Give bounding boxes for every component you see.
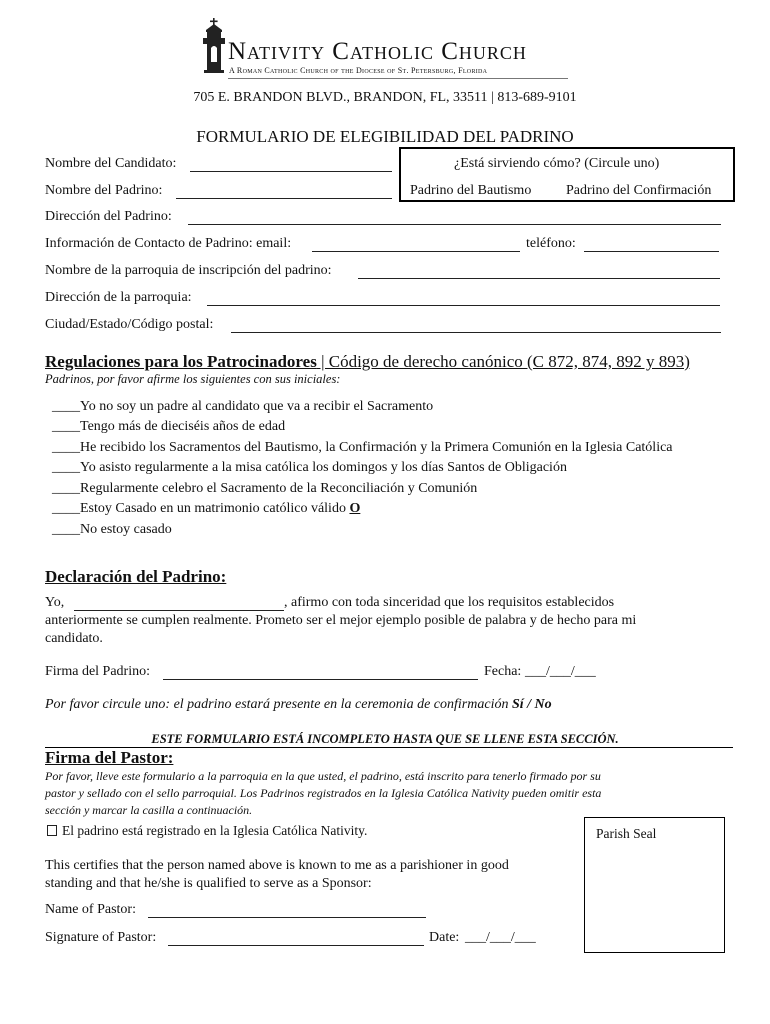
- pastor-name-field[interactable]: [148, 917, 426, 918]
- church-name: Nativity Catholic Church: [228, 38, 527, 65]
- candidate-name-field[interactable]: [190, 171, 392, 172]
- header-divider: [228, 78, 568, 79]
- city-state-zip-field[interactable]: [231, 332, 721, 333]
- declaration-line1: , afirmo con toda sinceridad que los requisitos establecidos: [284, 595, 615, 610]
- attendance-question: Por favor circule uno: el padrino estará presente en la ceremonia de confirmación Sí / No: [45, 697, 552, 712]
- attendance-options[interactable]: Sí / No: [511, 697, 552, 712]
- parish-address-field[interactable]: [207, 305, 720, 306]
- pastor-signature-field[interactable]: [168, 945, 424, 946]
- contact-email-field[interactable]: [312, 251, 520, 252]
- pastor-date-field[interactable]: ___/___/___: [465, 930, 536, 945]
- parish-seal-label: Parish Seal: [596, 826, 657, 841]
- pastor-signature-label: Signature of Pastor:: [45, 930, 157, 945]
- pastor-date-label: Date:: [429, 930, 460, 945]
- pastor-instructions-2: pastor y sellado con el sello parroquial. Los Padrinos registrados en la Iglesia Católica Nativity pueden omitir esta: [45, 786, 602, 800]
- pastor-instructions-1: Por favor, lleve este formulario a la parroquia en la que usted, el padrino, está inscrito para tenerlo firmado por su: [45, 769, 601, 783]
- role-option-baptism[interactable]: Padrino del Bautismo: [410, 183, 532, 198]
- pastor-name-label: Name of Pastor:: [45, 902, 136, 917]
- role-question: ¿Está sirviendo cómo? (Circule uno): [454, 156, 660, 171]
- sponsor-address-field[interactable]: [188, 224, 721, 225]
- sponsor-date-label: Fecha:: [484, 664, 522, 679]
- sponsor-address-label: Dirección del Padrino:: [45, 209, 172, 224]
- registered-checkbox[interactable]: [47, 825, 57, 836]
- form-title: FORMULARIO DE ELEGIBILIDAD DEL PADRINO: [196, 127, 574, 146]
- parish-address-label: Dirección de la parroquia:: [45, 290, 192, 305]
- sponsor-signature-label: Firma del Padrino:: [45, 664, 150, 679]
- regulation-item[interactable]: ____Regularmente celebro el Sacramento de la Reconciliación y Comunión: [52, 481, 478, 496]
- parish-name-label: Nombre de la parroquia de inscripción del padrino:: [45, 263, 332, 278]
- declaration-line2: anteriormente se cumplen realmente. Prometo ser el mejor ejemplo posible de palabra y de hecho para mi: [45, 613, 637, 628]
- city-state-zip-label: Ciudad/Estado/Código postal:: [45, 317, 214, 332]
- declaration-heading: Declaración del Padrino:: [45, 567, 227, 586]
- pastor-heading: Firma del Pastor:: [45, 748, 174, 767]
- regulations-instruction: Padrinos, por favor afirme los siguientes con sus iniciales:: [45, 372, 341, 386]
- canon-law-reference: | Código de derecho canónico (C 872, 874, 892 y 893): [316, 352, 690, 371]
- regulation-item[interactable]: ____Estoy Casado en un matrimonio católico válido O: [52, 501, 361, 516]
- sponsor-date-field[interactable]: ___/___/___: [525, 664, 596, 679]
- regulations-heading-row: [45, 352, 690, 372]
- regulation-item[interactable]: ____Tengo más de dieciséis años de edad: [52, 419, 286, 434]
- certification-line2: standing and that he/she is qualified to serve as a Sponsor:: [45, 876, 372, 891]
- sponsor-name-field[interactable]: [176, 198, 392, 199]
- role-option-confirmation[interactable]: Padrino del Confirmación: [566, 183, 712, 198]
- church-subtitle: A Roman Catholic Church of the Diocese of St. Petersburg, Florida: [229, 66, 488, 75]
- church-logo-icon: [200, 16, 230, 76]
- church-address: 705 E. BRANDON BLVD., BRANDON, FL, 33511 | 813-689-9101: [193, 90, 577, 105]
- certification-line1: This certifies that the person named above is known to me as a parishioner in good: [45, 858, 509, 873]
- declaration-name-field[interactable]: [74, 610, 284, 611]
- contact-phone-label: teléfono:: [526, 236, 576, 251]
- pastor-instructions-3: sección y marcar la casilla a continuación.: [45, 803, 253, 817]
- regulation-item[interactable]: ____Yo no soy un padre al candidato que va a recibir el Sacramento: [52, 399, 434, 414]
- sponsor-signature-field[interactable]: [163, 679, 478, 680]
- regulation-item[interactable]: ____Yo asisto regularmente a la misa católica los domingos y los días Santos de Obligación: [52, 460, 567, 475]
- contact-phone-field[interactable]: [584, 251, 719, 252]
- parish-name-field[interactable]: [358, 278, 720, 279]
- candidate-name-label: Nombre del Candidato:: [45, 156, 177, 171]
- declaration-yo: Yo,: [45, 595, 65, 610]
- regulation-item[interactable]: ____No estoy casado: [52, 522, 172, 537]
- registered-checkbox-label: El padrino está registrado en la Iglesia Católica Nativity.: [62, 823, 368, 838]
- declaration-line3: candidato.: [45, 631, 103, 646]
- sponsor-name-label: Nombre del Padrino:: [45, 183, 163, 198]
- incomplete-notice: ESTE FORMULARIO ESTÁ INCOMPLETO HASTA QUE SE LLENE ESTA SECCIÓN.: [151, 732, 619, 746]
- contact-email-label: Información de Contacto de Padrino: email:: [45, 236, 292, 251]
- regulation-item[interactable]: ____He recibido los Sacramentos del Bautismo, la Confirmación y la Primera Comunión en la Iglesia Católica: [52, 440, 673, 455]
- or-word: O: [349, 501, 361, 516]
- regulations-heading: Regulaciones para los Patrocinadores: [45, 352, 317, 371]
